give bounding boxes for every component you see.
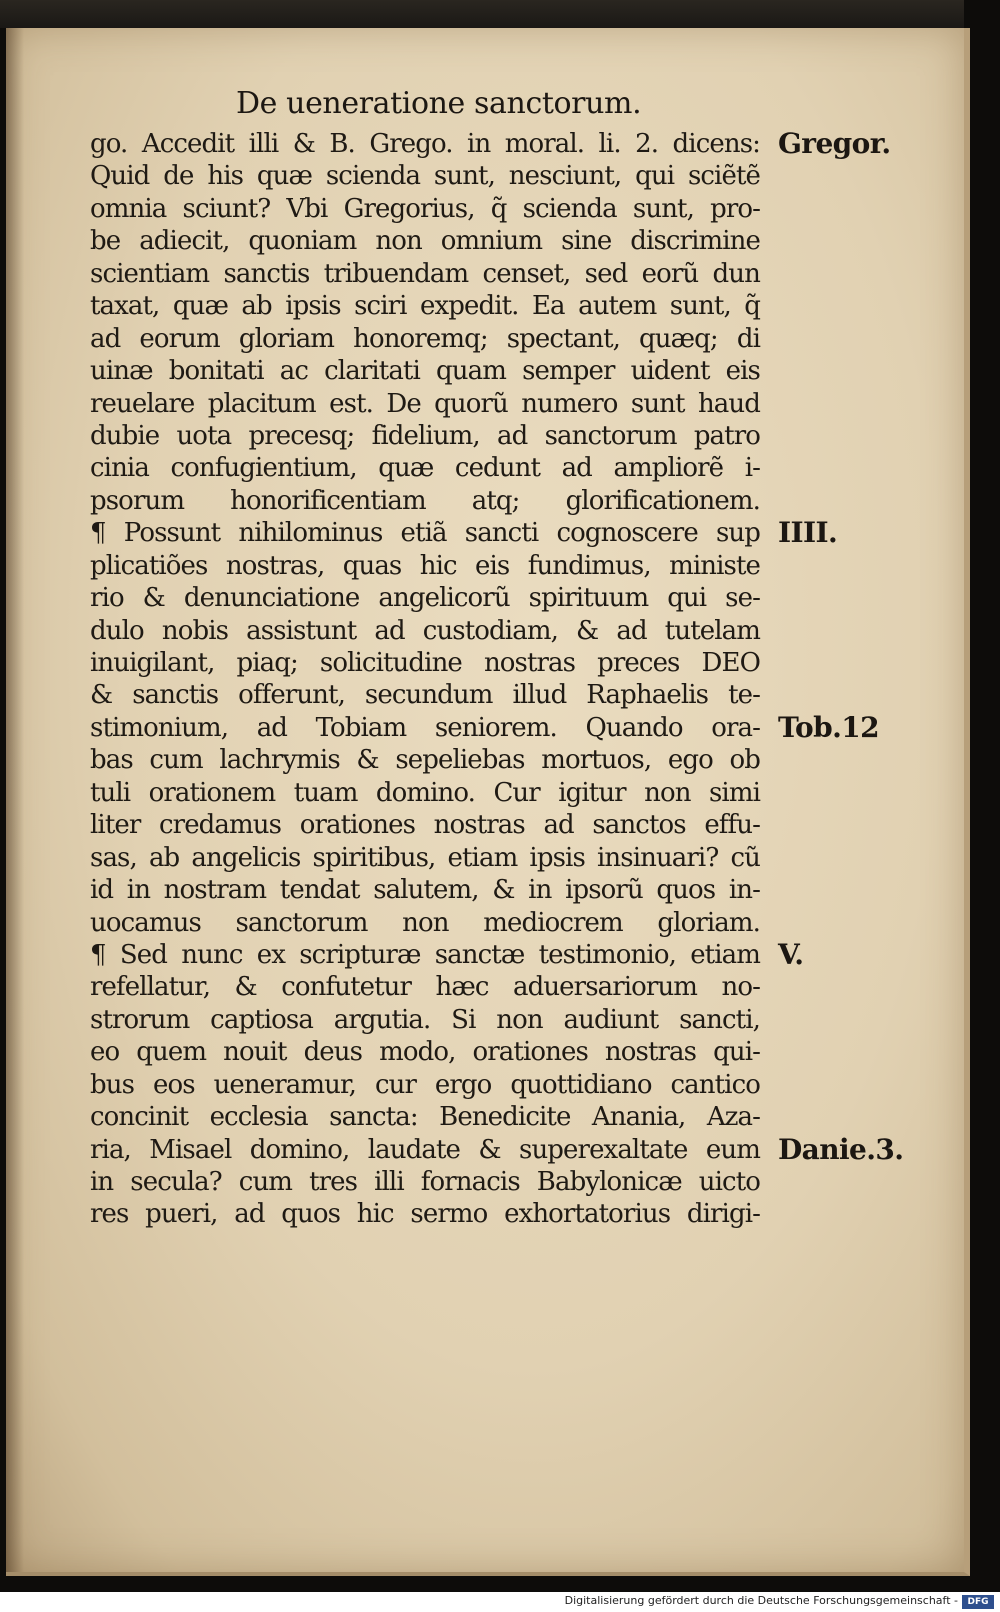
text-line: in secula? cum tres illi fornacis Babylonicæ uicto [90,1167,760,1197]
text-line: id in nostram tendat salutem, & in ipsorũ quos in- [90,875,760,906]
body-text [90,128,760,1231]
text-line: psorum honorificentiam atq; glorificationem. [90,485,760,516]
dfg-logo: DFG [962,1595,994,1609]
text-line: uinæ bonitati ac claritati quam semper uident eis [90,356,760,387]
text-line: dulo nobis assistunt ad custodiam, & ad tutelam [90,615,760,646]
text-line: bus eos ueneramur, cur ergo quottidiano cantico [90,1069,760,1100]
text-line: stimonium, ad Tobiam seniorem. Quando ora- [90,712,760,743]
text-line: res pueri, ad quos hic sermo exhortatorius dirigi- [90,1199,760,1230]
margin-note: Tob.12 [778,711,879,745]
binding-edge [0,0,964,28]
text-line: omnia sciunt? Vbi Gregorius, q̃ scienda sunt, pro- [90,193,760,224]
text-line: taxat, quæ ab ipsis sciri expedit. Ea autem sunt, q̃ [90,291,760,322]
footer-credit: Digitalisierung gefördert durch die Deutsche Forschungsgemeinschaft - [564,1594,958,1607]
text-line: scientiam sanctis tribuendam censet, sed eorũ dun [90,258,760,289]
text-line: ad eorum gloriam honoremq; spectant, quæq; di [90,323,760,354]
text-line: & sanctis offerunt, secundum illud Raphaelis te- [90,680,760,711]
text-line: concinit ecclesia sancta: Benedicite Anania, Aza- [90,1102,760,1133]
text-line: ¶ Possunt nihilominus etiã sancti cognoscere sup [90,518,760,549]
margin-note: Gregor. [778,127,891,160]
text-line: cinia confugientium, quæ cedunt ad ampliorẽ i- [90,453,760,484]
text-line: plicatiões nostras, quas hic eis fundimus, ministe [90,550,760,581]
text-line: dubie uota precesq; fidelium, ad sanctorum patro [90,420,760,451]
text-line: Quid de his quæ scienda sunt, nesciunt, qui sciẽtẽ [90,161,760,192]
text-line: ¶ Sed nunc ex scripturæ sanctæ testimonio, etiam [90,939,760,970]
running-head: De ueneratione sanctorum. [236,86,642,121]
margin-note: V. [778,938,804,972]
margin-note: Danie.3. [778,1132,904,1166]
text-line: uocamus sanctorum non mediocrem gloriam. [90,907,760,938]
text-line: eo quem nouit deus modo, orationes nostras qui- [90,1037,760,1068]
text-line: strorum captiosa argutia. Si non audiunt sancti, [90,1004,760,1035]
text-line: liter credamus orationes nostras ad sanctos effu- [90,810,760,841]
text-line: inuigilant, piaq; solicitudine nostras preces DEO [90,648,760,678]
text-line: rio & denunciatione angelicorũ spirituum qui se- [90,583,760,614]
text-line: go. Accedit illi & B. Grego. in moral. li. 2. dicens: [90,129,760,159]
text-line: bas cum lachrymis & sepeliebas mortuos, ego ob [90,745,760,776]
text-line: ria, Misael domino, laudate & superexaltate eum [90,1134,760,1165]
text-line: tuli orationem tuam domino. Cur igitur non simi [90,777,760,808]
margin-note: IIII. [778,516,838,550]
text-line: be adiecit, quoniam non omnium sine discrimine [90,226,760,257]
text-line: refellatur, & confutetur hæc aduersariorum no- [90,972,760,1003]
text-line: sas, ab angelicis spiritibus, etiam ipsis insinuari? cũ [90,842,760,873]
spine-shadow [6,28,24,1572]
text-line: reuelare placitum est. De quorũ numero sunt haud [90,388,760,419]
footer-bar [0,1592,1000,1612]
